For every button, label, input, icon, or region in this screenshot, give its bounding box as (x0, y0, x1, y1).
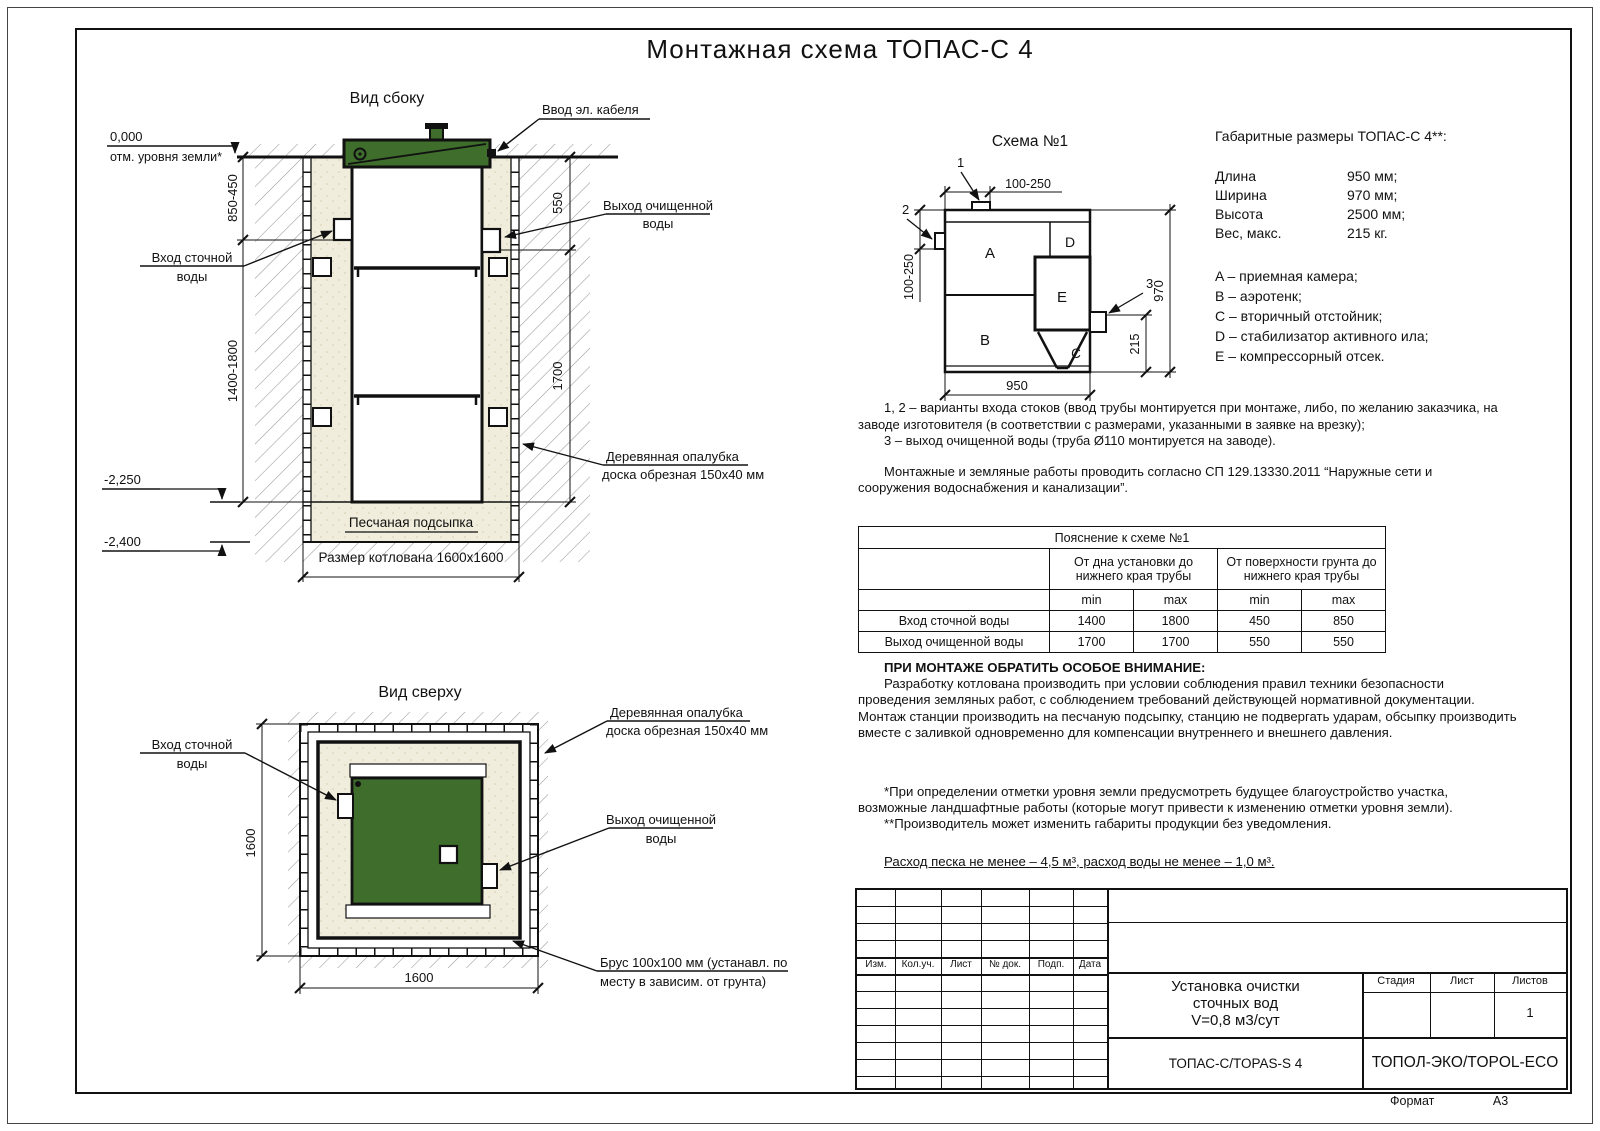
wood-formwork-left (303, 157, 311, 542)
vent-hatch (440, 846, 457, 863)
outlet-stub-schema (1090, 312, 1106, 332)
attention-block (858, 660, 1518, 741)
svg-text:воды: воды (645, 831, 677, 846)
tank-body (352, 166, 482, 502)
schema-drawing (860, 120, 1190, 415)
svg-text:Вход сточной: Вход сточной (151, 737, 233, 752)
stamp-col-koluch: Кол.уч. (901, 959, 935, 970)
footnote-1: *При определении отметки уровня земли предусмотреть будущее благоустройство участка, возможные ландшафтные работы (которые могут привести к изменению отметки уровня земли). (858, 784, 1453, 816)
legend-item: E – компрессорный отсек. (1215, 348, 1385, 364)
spec-row: Вес, макс. 215 кг. (1215, 225, 1388, 241)
svg-text:100-250: 100-250 (902, 254, 916, 300)
side-view-title: Вид сбоку (349, 90, 425, 107)
spec-row: Ширина 970 мм; (1215, 187, 1398, 203)
svg-text:Ввод эл. кабеля: Ввод эл. кабеля (542, 102, 639, 117)
svg-text:доска обрезная 150х40 мм: доска обрезная 150х40 мм (602, 467, 765, 482)
stamp-doc-title: Установка очистки сточных вод V=0,8 м3/сут (1171, 978, 1300, 1029)
svg-text:B: B (979, 332, 991, 349)
schema-callout-3 (1109, 276, 1153, 313)
tank-lid (344, 123, 496, 167)
specs-heading: Габаритные размеры ТОПАС-С 4**: (1215, 128, 1447, 144)
svg-text:Выход очищенной: Выход очищенной (602, 198, 714, 213)
inlet-pipe-stub-top (338, 794, 353, 818)
svg-text:3: 3 (1146, 276, 1154, 291)
attention-heading: ПРИ МОНТАЖЕ ОБРАТИТЬ ОСОБОЕ ВНИМАНИЕ: (884, 660, 1206, 675)
svg-text:Деревянная опалубка: Деревянная опалубка (610, 705, 743, 720)
svg-text:1700: 1700 (550, 361, 565, 391)
svg-text:Выход очищенной: Выход очищенной (605, 812, 717, 827)
svg-text:100-250: 100-250 (1005, 177, 1051, 191)
svg-text:0,000: 0,000 (110, 129, 143, 144)
spec-row: Длина 950 мм; (1215, 168, 1398, 184)
svg-text:970: 970 (1151, 280, 1166, 302)
stamp-stage-label: Стадия (1377, 975, 1415, 987)
svg-text:1600: 1600 (243, 828, 258, 858)
pipe-levels-table: Пояснение к схеме №1 От дна установки до нижнего края трубы От поверхности грунта до нижнего края трубы min max min max Вход сточной воды 1400 1800 450 850 Выход очищенной воды 1700 1700 550 550 (858, 526, 1386, 653)
table-col1-header: От дна установки до нижнего края трубы (1050, 549, 1218, 590)
formwork-label-top (545, 705, 768, 753)
svg-text:доска обрезная 150х40 мм: доска обрезная 150х40 мм (606, 723, 769, 738)
inlet-pipe-stub (334, 219, 352, 240)
schema-callout-2 (902, 202, 932, 239)
table-row: Вход сточной воды 1400 1800 450 850 (859, 611, 1386, 632)
svg-text:воды: воды (176, 756, 208, 771)
svg-text:1400-1800: 1400-1800 (225, 339, 240, 403)
note-outlet: 3 – выход очищенной воды (труба Ø110 монтируется на заводе). (884, 433, 1276, 448)
svg-text:850-450: 850-450 (225, 174, 240, 222)
stamp-sheets-value: 1 (1526, 1005, 1534, 1020)
beam-label (513, 941, 788, 989)
page-title: Монтажная схема ТОПАС-С 4 (646, 34, 1034, 64)
svg-text:Деревянная опалубка: Деревянная опалубка (606, 449, 739, 464)
side-view-drawing (80, 85, 840, 590)
svg-text:E: E (1056, 289, 1068, 306)
note-sp-standard: Монтажные и земляные работы проводить согласно СП 129.13330.2011 “Наружные сети и сооружения водоснабжения и канализации”. (858, 463, 1433, 495)
legend-item: B – аэротенк; (1215, 288, 1302, 304)
format-label: Формат (1390, 1094, 1435, 1108)
stamp-col-data: Дата (1078, 959, 1102, 970)
svg-text:воды: воды (642, 216, 674, 231)
station-lid-top (352, 778, 482, 904)
svg-text:1: 1 (957, 155, 965, 170)
stamp-col-izm: Изм. (865, 959, 887, 970)
svg-text:Вход сточной: Вход сточной (151, 250, 233, 265)
schema-dim-bottom (940, 372, 1095, 401)
svg-text:215: 215 (1128, 333, 1142, 355)
svg-text:550: 550 (550, 192, 565, 214)
svg-text:-2,250: -2,250 (104, 472, 141, 487)
wood-formwork-right (511, 157, 519, 542)
format-note (1390, 1094, 1508, 1108)
note-inlet-variants: 1, 2 – варианты входа стоков (ввод трубы монтируется при монтаже, либо, по желанию заказчика, на заводе изготовителя (в соответствии с размерами, указанными в заявке на врезку); (858, 400, 1498, 432)
svg-text:отм. уровня земли*: отм. уровня земли* (110, 150, 223, 164)
cable-entry-label (498, 102, 650, 151)
svg-text:месту в зависим. от грунта): месту в зависим. от грунта) (600, 974, 767, 989)
inlet-variant1-stub (972, 202, 990, 210)
stamp-sheets-label: Листов (1512, 975, 1548, 987)
svg-text:D: D (1064, 234, 1076, 250)
outlet-pipe-stub-top (482, 864, 497, 888)
table-title: Пояснение к схеме №1 (859, 527, 1386, 549)
stamp-company: ТОПОЛ-ЭКО/TOPOL-ECO (1371, 1054, 1559, 1071)
legend-item: A – приемная камера; (1215, 268, 1358, 284)
svg-text:Размер котлована 1600х1600: Размер котлована 1600х1600 (318, 550, 504, 565)
svg-text:950: 950 (1006, 378, 1028, 393)
top-view-drawing (100, 650, 820, 1010)
svg-text:1600: 1600 (404, 970, 434, 985)
svg-text:C: C (1071, 346, 1081, 361)
footnote-2: **Производитель может изменить габариты продукции без уведомления. (884, 816, 1332, 832)
svg-text:-2,400: -2,400 (104, 534, 141, 549)
schema-callout-1 (957, 155, 979, 200)
sand-bedding-label (345, 515, 478, 532)
outlet-pipe-stub (482, 229, 500, 252)
schema-dim-top (940, 177, 1062, 210)
stamp-col-dok: № док. (988, 959, 1022, 970)
top-view-title: Вид сверху (378, 684, 462, 701)
inlet-variant2-stub (935, 233, 945, 249)
elevation-zero-mark (107, 129, 235, 164)
notes-block (858, 400, 1503, 497)
table-row: Выход очищенной воды 1700 1700 550 550 (859, 632, 1386, 653)
cable-entry-point (487, 149, 496, 157)
svg-text:Песчаная подсыпка: Песчаная подсыпка (348, 515, 474, 530)
svg-text:2: 2 (902, 202, 910, 217)
svg-text:Брус 100х100 мм (устанавл. по: Брус 100х100 мм (устанавл. по (600, 955, 788, 970)
consumption-note: Расход песка не менее – 4,5 м³, расход воды не менее – 1,0 м³. (884, 854, 1275, 869)
footnotes-block (858, 784, 1518, 833)
stamp-col-podp: Подп. (1037, 959, 1065, 970)
svg-text:A: A (984, 245, 996, 262)
elevation-2250-mark (102, 472, 240, 502)
title-block (855, 888, 1568, 1090)
format-value: А3 (1492, 1094, 1509, 1108)
attention-body: Разработку котлована производить при условии соблюдения правил техники безопасности проведения земляных работ, с соблюдением требований действующей нормативной документации. Монтаж станции производить на песчаную подсыпку, станцию не подвергать ударам, обсыпку производить вместе с заливкой одновременно для компенсации внутреннего и внешнего давления. (858, 676, 1517, 740)
spec-row: Высота 2500 мм; (1215, 206, 1406, 222)
top-strip (350, 764, 486, 777)
legend-item: D – стабилизатор активного ила; (1215, 328, 1429, 344)
elevation-2400-mark (102, 534, 250, 551)
schema-dim-215 (1106, 310, 1152, 377)
svg-text:воды: воды (176, 269, 208, 284)
schema-title: Схема №1 (991, 133, 1069, 150)
bottom-strip (346, 905, 490, 918)
stamp-model: ТОПАС-С/TOPAS-S 4 (1168, 1056, 1303, 1071)
table-col2-header: От поверхности грунта до нижнего края трубы (1218, 549, 1386, 590)
legend-item: C – вторичный отстойник; (1215, 308, 1383, 324)
stamp-sheet-label: Лист (1450, 975, 1474, 987)
stamp-col-list: Лист (950, 959, 972, 970)
